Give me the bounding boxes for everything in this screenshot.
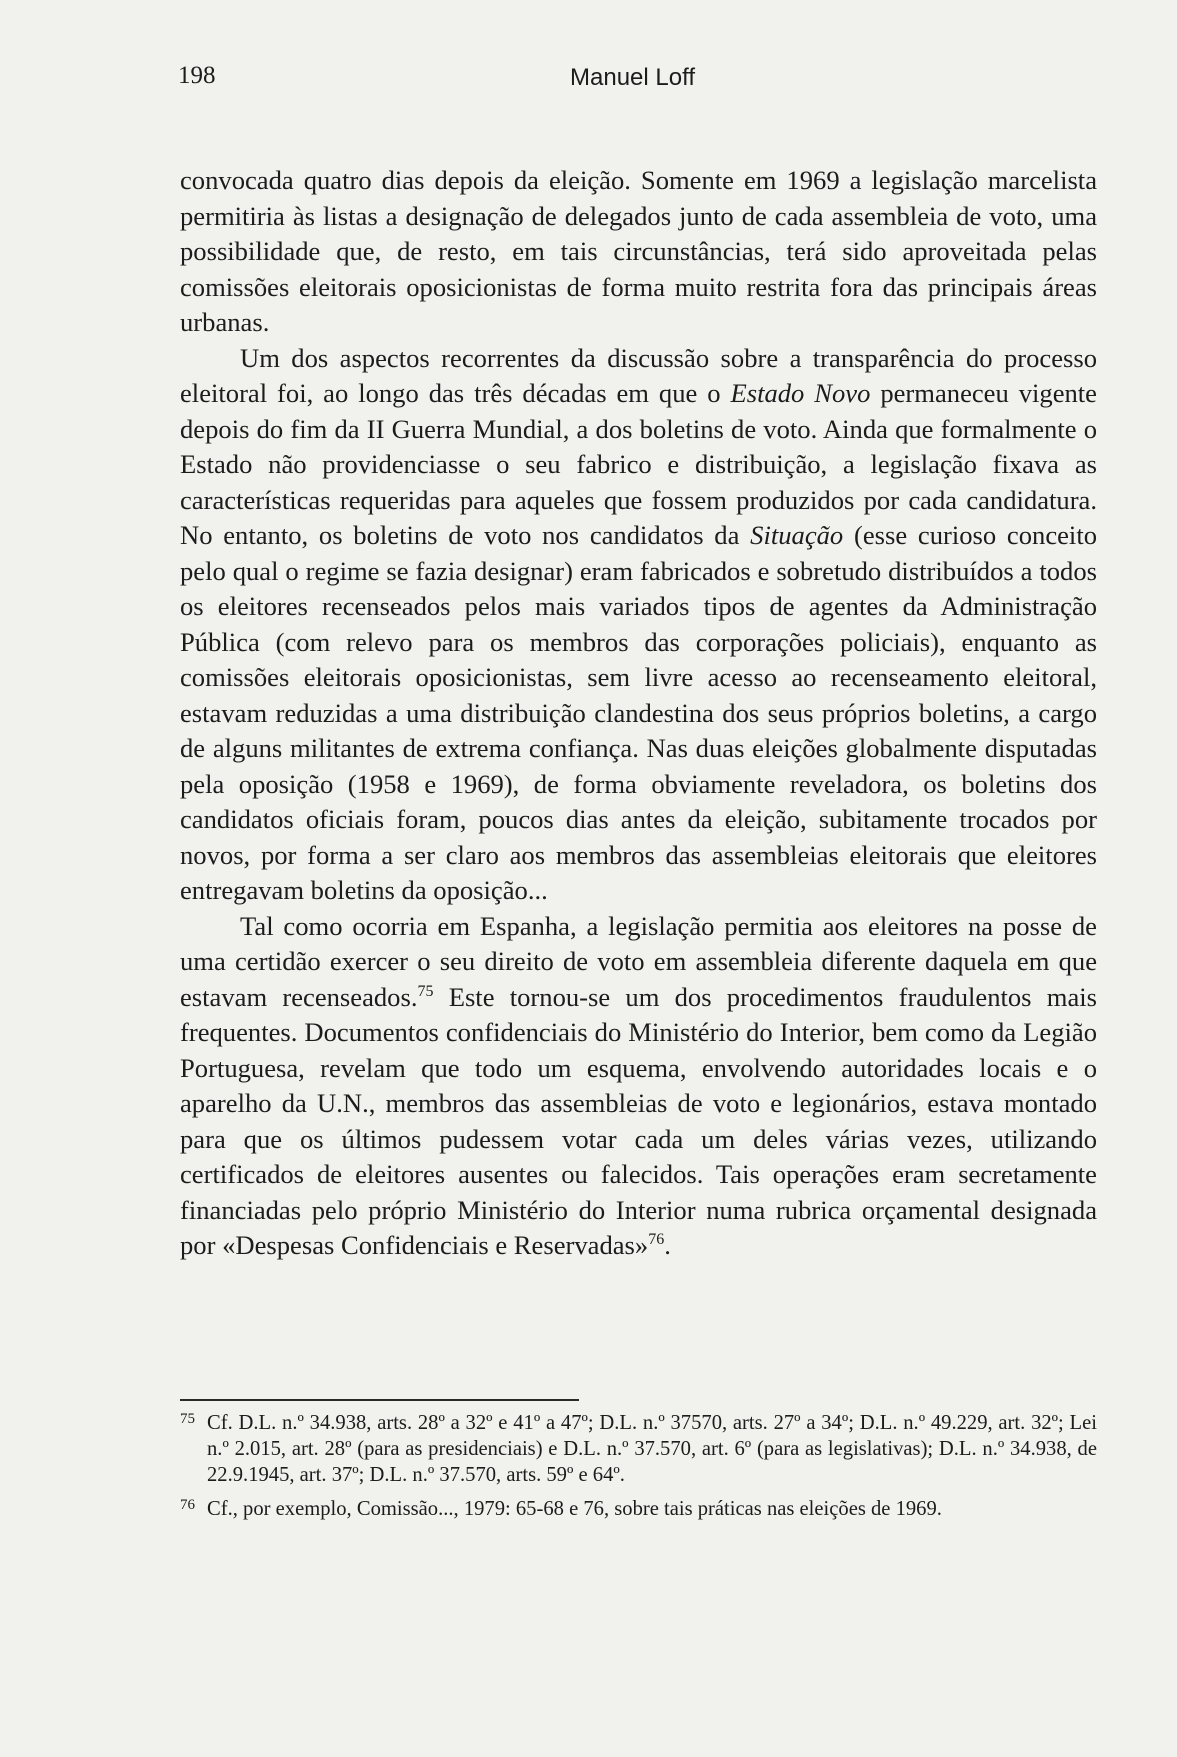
paragraph-1 [180, 163, 1097, 341]
footnote-ref-75[interactable]: 75 [417, 982, 434, 1000]
paragraph-3 [180, 909, 1097, 1264]
page-header [178, 62, 1092, 102]
emphasis-estado-novo: Estado Novo [730, 378, 871, 408]
footnote-text: Cf., por exemplo, Comissão..., 1979: 65-68 e 76, sobre tais práticas nas eleições de 1969. [207, 1498, 942, 1520]
footnote-75 [180, 1410, 1097, 1488]
footnote-number: 76 [180, 1497, 195, 1513]
paragraph-1-text: convocada quatro dias depois da eleição. Somente em 1969 a legislação marcelista permitiria às listas a designação de delegados junto de cada assembleia de voto, uma possibilidade que, de resto, em tais circunstâncias, terá sido aproveitada pelas comissões eleitorais oposicionistas de forma muito restrita fora das principais áreas urbanas. [180, 165, 1097, 337]
page-number: 198 [178, 62, 216, 89]
paragraph-3-text-b: Este tornou-se um dos procedimentos fraudulentos mais frequentes. Documentos confidenciais do Ministério do Interior, bem como da Legião Portuguesa, revelam que todo um esquema, envolvendo autoridades locais e o aparelho da U.N., membros das assembleias de voto e legionários, estava montado para que os últimos pudessem votar cada um deles várias vezes, utilizando certificados de eleitores ausentes ou falecidos. Tais operações eram secretamente financiadas pelo próprio Ministério do Interior numa rubrica orçamental designada por «Despesas Confidenciais e Reservadas» [180, 981, 1097, 1260]
footnote-text: Cf. D.L. n.º 34.938, arts. 28º a 32º e 41º a 47º; D.L. n.º 37570, arts. 27º a 34º; D.L. n.º 49.229, art. 32º; Lei n.º 2.015, art. 28º (para as presidenciais) e D.L. n.º 37.570, art. 6º (para as legislativas); D.L. n.º 34.938, de 22.9.1945, art. 37º; D.L. n.º 37.570, arts. 59º e 64º. [207, 1412, 1097, 1486]
running-head: Manuel Loff [570, 64, 695, 91]
paragraph-3-text-a: Tal como ocorria em Espanha, a legislação permitia aos eleitores na posse de uma certidão exercer o seu direito de voto em assembleia diferente daquela em que estavam recenseados. [180, 910, 1097, 1012]
emphasis-situacao: Situação [750, 520, 844, 550]
paragraph-2-text-b: permaneceu vigente depois do fim da II Guerra Mundial, a dos boletins de voto. Ainda que formalmente o Estado não providenciasse o seu fabrico e distribuição, a legislação fixava as características requeridas para aqueles que fossem produzidos por cada candidatura. No entanto, os boletins de voto nos candidatos da [180, 378, 1097, 550]
body-text [180, 163, 1097, 1264]
footnote-divider [180, 1399, 579, 1401]
footnote-ref-76[interactable]: 76 [648, 1231, 665, 1249]
footnotes [180, 1410, 1097, 1530]
paragraph-2-text-c: (esse curioso conceito pelo qual o regime se fazia designar) eram fabricados e sobretudo distribuídos a todos os eleitores recenseados pelos mais variados tipos de agentes da Administração Pública (com relevo para os membros das corporações policiais), enquanto as comissões eleitorais oposicionistas, sem livre acesso ao recenseamento eleitoral, estavam reduzidas a uma distribuição clandestina dos seus próprios boletins, a cargo de alguns militantes de extrema confiança. Nas duas eleições globalmente disputadas pela oposição (1958 e 1969), de forma obviamente reveladora, os boletins dos candidatos oficiais foram, poucos dias antes da eleição, subitamente trocados por novos, por forma a ser claro aos membros das assembleias eleitorais que eleitores entregavam boletins da oposição... [180, 520, 1098, 905]
footnote-number: 75 [180, 1411, 195, 1427]
paragraph-2-text-a: Um dos aspectos recorrentes da discussão sobre a transparência do processo eleitoral foi, ao longo das três décadas em que o [180, 342, 1097, 408]
footnote-76 [180, 1496, 1097, 1522]
paragraph-3-text-c: . [664, 1230, 671, 1260]
paragraph-2 [180, 341, 1097, 909]
